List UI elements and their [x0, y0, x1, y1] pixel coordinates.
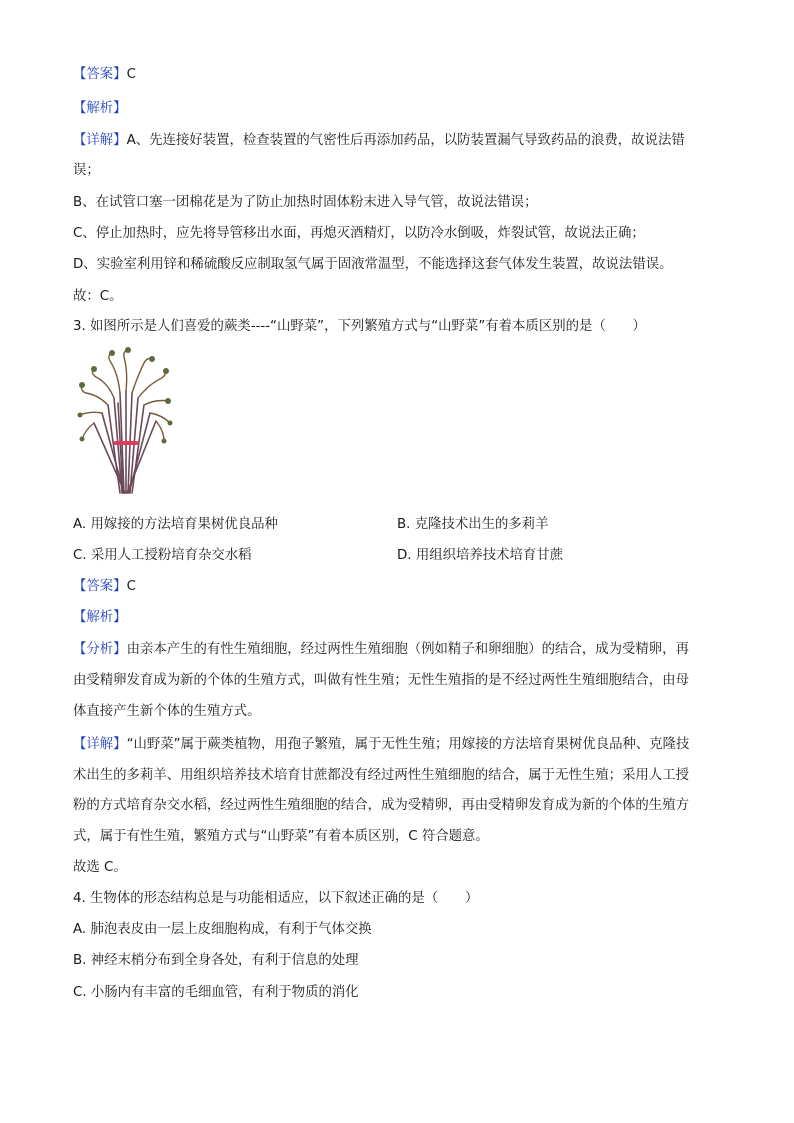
q3-detail-line-1 [73, 736, 689, 754]
q3-option-b: B. 克隆技术出生的多莉羊 [397, 517, 549, 532]
q3-detail-line-3: 粉的方式培育杂交水稻，经过两性生殖细胞的结合，成为受精卵，再由受精卵发育成为新的个体的生殖方 [73, 798, 689, 813]
conclusion-1: 故：C。 [73, 289, 123, 304]
q3-answer-line [73, 578, 136, 596]
detail-b: B、在试管口塞一团棉花是为了防止加热时固体粉末进入导气管，故说法错误； [73, 195, 538, 210]
q3-fenxi-line-3: 体直接产生新个体的生殖方式。 [73, 704, 261, 719]
q3-fenxi-tag: 【分析】 [73, 642, 127, 657]
q3-option-c: C. 采用人工授粉培育杂交水稻 [73, 548, 252, 563]
question-3-stem: 3. 如图所示是人们喜爱的蕨类----“山野菜”，下列繁殖方式与“山野菜”有着本质区别的是（ ） [73, 319, 646, 334]
detail-c: C、停止加热时，应先将导管移出水面，再熄灭酒精灯，以防冷水倒吸，炸裂试管，故说法正确； [73, 226, 645, 241]
q3-answer-value: C [126, 579, 136, 594]
detail-a-line-2: 误； [73, 163, 100, 178]
detail-a-text: A、先连接好装置，检查装置的气密性后再添加药品，以防装置漏气导致药品的浪费，故说法错 [126, 133, 685, 148]
q3-fenxi-line-2: 由受精卵发育成为新的个体的生殖方式，叫做有性生殖；无性生殖指的是不经过两性生殖细胞结合，由母 [73, 673, 689, 688]
fern-curled-heads [80, 350, 170, 441]
q3-fenxi-text-1: 由亲本产生的有性生殖细胞，经过两性生殖细胞（例如精子和卵细胞）的结合，成为受精卵，再 [126, 642, 689, 657]
question-4-stem: 4. 生物体的形态结构总是与功能相适应，以下叙述正确的是（ ） [73, 891, 479, 906]
q3-analysis-tag: 【解析】 [73, 610, 127, 625]
q3-option-a: A. 用嫁接的方法培育果树优良品种 [73, 517, 278, 532]
fern-bundle-image [74, 343, 174, 498]
answer-line-1 [73, 66, 136, 84]
q3-detail-line-2: 术出生的多莉羊、用组织培养技术培育甘蔗都没有经过两性生殖细胞的结合，属于无性生殖；采用人工授 [73, 768, 689, 783]
q4-option-c: C. 小肠内有丰富的毛细血管，有利于物质的消化 [73, 985, 359, 1000]
q3-answer-tag: 【答案】 [73, 579, 127, 594]
detail-d: D、实验室利用锌和稀硫酸反应制取氢气属于固液常温型，不能选择这套气体发生装置，故说法错误。 [73, 257, 673, 272]
q3-fenxi-line-1 [73, 641, 689, 659]
q4-option-b: B. 神经末梢分布到全身各处，有利于信息的处理 [73, 953, 359, 968]
answer-tag: 【答案】 [73, 67, 127, 82]
q3-detail-line-4: 式，属于有性生殖，繁殖方式与“山野菜”有着本质区别，C 符合题意。 [73, 829, 489, 844]
q3-conclusion: 故选 C。 [73, 860, 127, 875]
detail-tag: 【详解】 [73, 133, 127, 148]
rubber-band [114, 441, 138, 445]
q3-option-d: D. 用组织培养技术培育甘蔗 [397, 548, 564, 563]
detail-a-line-1 [73, 132, 685, 150]
answer-value: C [126, 67, 136, 82]
q3-detail-tag: 【详解】 [73, 737, 127, 752]
q4-option-a: A. 肺泡表皮由一层上皮细胞构成，有利于气体交换 [73, 922, 372, 937]
q3-detail-text-1: “山野菜”属于蕨类植物，用孢子繁殖，属于无性生殖；用嫁接的方法培育果树优良品种、克隆技 [126, 737, 690, 752]
analysis-tag: 【解析】 [73, 101, 127, 116]
